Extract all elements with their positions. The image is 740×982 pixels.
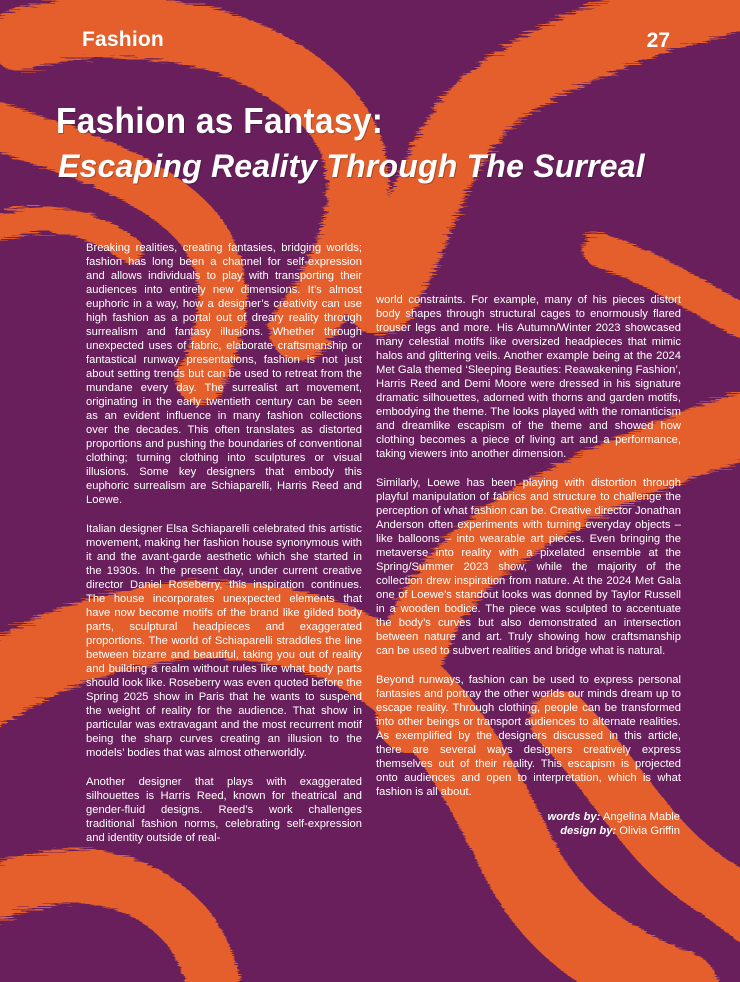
- body-column-left: [86, 241, 362, 860]
- section-label: Fashion: [82, 28, 164, 51]
- paragraph: world constraints. For example, many of his pieces distort body shapes through structural cages to enormously flared trouser legs and more. His Autumn/Winter 2023 showcased many celestial motifs like oversized headpieces that mimic halos and glittering veils. Another example being at the 2024 Met Gala themed ‘Sleeping Beauties: Reawakening Fashion’, Harris Reed and Demi Moore were dressed in his signature dramatic silhouettes, adorned with thorns and garden motifs, embodying the theme. The looks played with the romanticism and dreamlike escapism of the theme and showed how clothing becomes a piece of living art and a performance, taking viewers into another dimension.: [376, 294, 681, 460]
- author-name: Angelina Mable: [602, 811, 680, 823]
- paragraph: Italian designer Elsa Schiaparelli celebrated this artistic movement, making her fashion house synonymous with it and the avant-garde aesthetic which she started in the 1930s. In the present day, under current creative director Daniel Roseberry, this inspiration continues. The house incorporates unexpected elements that have now become motifs of the brand like gilded body parts, sculptural headpieces and exaggerated proportions. The world of Schiaparelli straddles the line between bizarre and beautiful, taking you out of reality and building a realm without rules like what body parts should look like. Roseberry was even quoted before the Spring 2025 show in Paris that he wants to suspend the weight of reality for the audience. That show in particular was extravagant and the most recurrent motif being the sharp curves creating an illusion to the models’ bodies that was almost otherworldly.: [86, 523, 362, 759]
- design-by-label: design by:: [560, 825, 617, 837]
- article-title: Fashion as Fantasy:: [56, 100, 384, 141]
- paragraph: Another designer that plays with exaggerated silhouettes is Harris Reed, known for theatrical and gender-fluid designs. Reed’s work challenges traditional fashion norms, celebrating self-expression and identity outside of real-: [86, 776, 362, 844]
- article-subtitle: Escaping Reality Through The Surreal: [58, 148, 645, 184]
- page-number: 27: [646, 29, 670, 52]
- paragraph: Similarly, Loewe has been playing with distortion through playful manipulation of fabrics and structure to challenge the perception of what fashion can be. Creative director Jonathan Anderson often experiments with turning everyday objects – like balloons – into wearable art pieces. Even bringing the metaverse into reality with a pixelated ensemble at the Spring/Summer 2023 show, while the majority of the collection drew inspiration from nature. At the 2024 Met Gala one of Loewe’s standout looks was donned by Taylor Russell in a wooden bodice. The piece was sculpted to accentuate the body’s curves but also demonstrated an intersection between nature and art. Truly showing how craftsmanship can be used to subvert realities and bridge what is natural.: [376, 477, 681, 657]
- paragraph: Beyond runways, fashion can be used to express personal fantasies and portray the other worlds our minds dream up to escape reality. Through clothing, people can be transformed into other beings or transport audiences to alternate realities. As exemplified by the designers discussed in this article, there are several ways designers creatively express themselves out of their reality. This escapism is projected onto audiences and open to interpretation, which is what fashion is all about.: [376, 674, 681, 798]
- designer-name: Olivia Griffin: [619, 825, 680, 837]
- words-by-label: words by:: [547, 811, 601, 823]
- body-column-right: [376, 293, 681, 814]
- paragraph: Breaking realities, creating fantasies, bridging worlds; fashion has long been a channel for self-expression and allows individuals to play with transporting their audiences into entirely new dimensions. It’s almost euphoric in a way, how a designer’s creativity can use high fashion as a portal out of dreary reality through surrealism and fantasy illusions. Whether through unexpected uses of fabric, elaborate craftsmanship or fantastical runway presentations, fashion is not just about setting trends but can be used to retreat from the mundane every day. The surrealist art movement, originating in the early twentieth century can be seen as an evident influence in many fashion collections over the decades. This often translates as distorted proportions and pushing the boundaries of conventional clothing; turning clothing into sculptures or visual illusions. Some key designers that embody this euphoric surrealism are Schiaparelli, Harris Reed and Loewe.: [86, 242, 362, 506]
- article-credits: [548, 810, 680, 838]
